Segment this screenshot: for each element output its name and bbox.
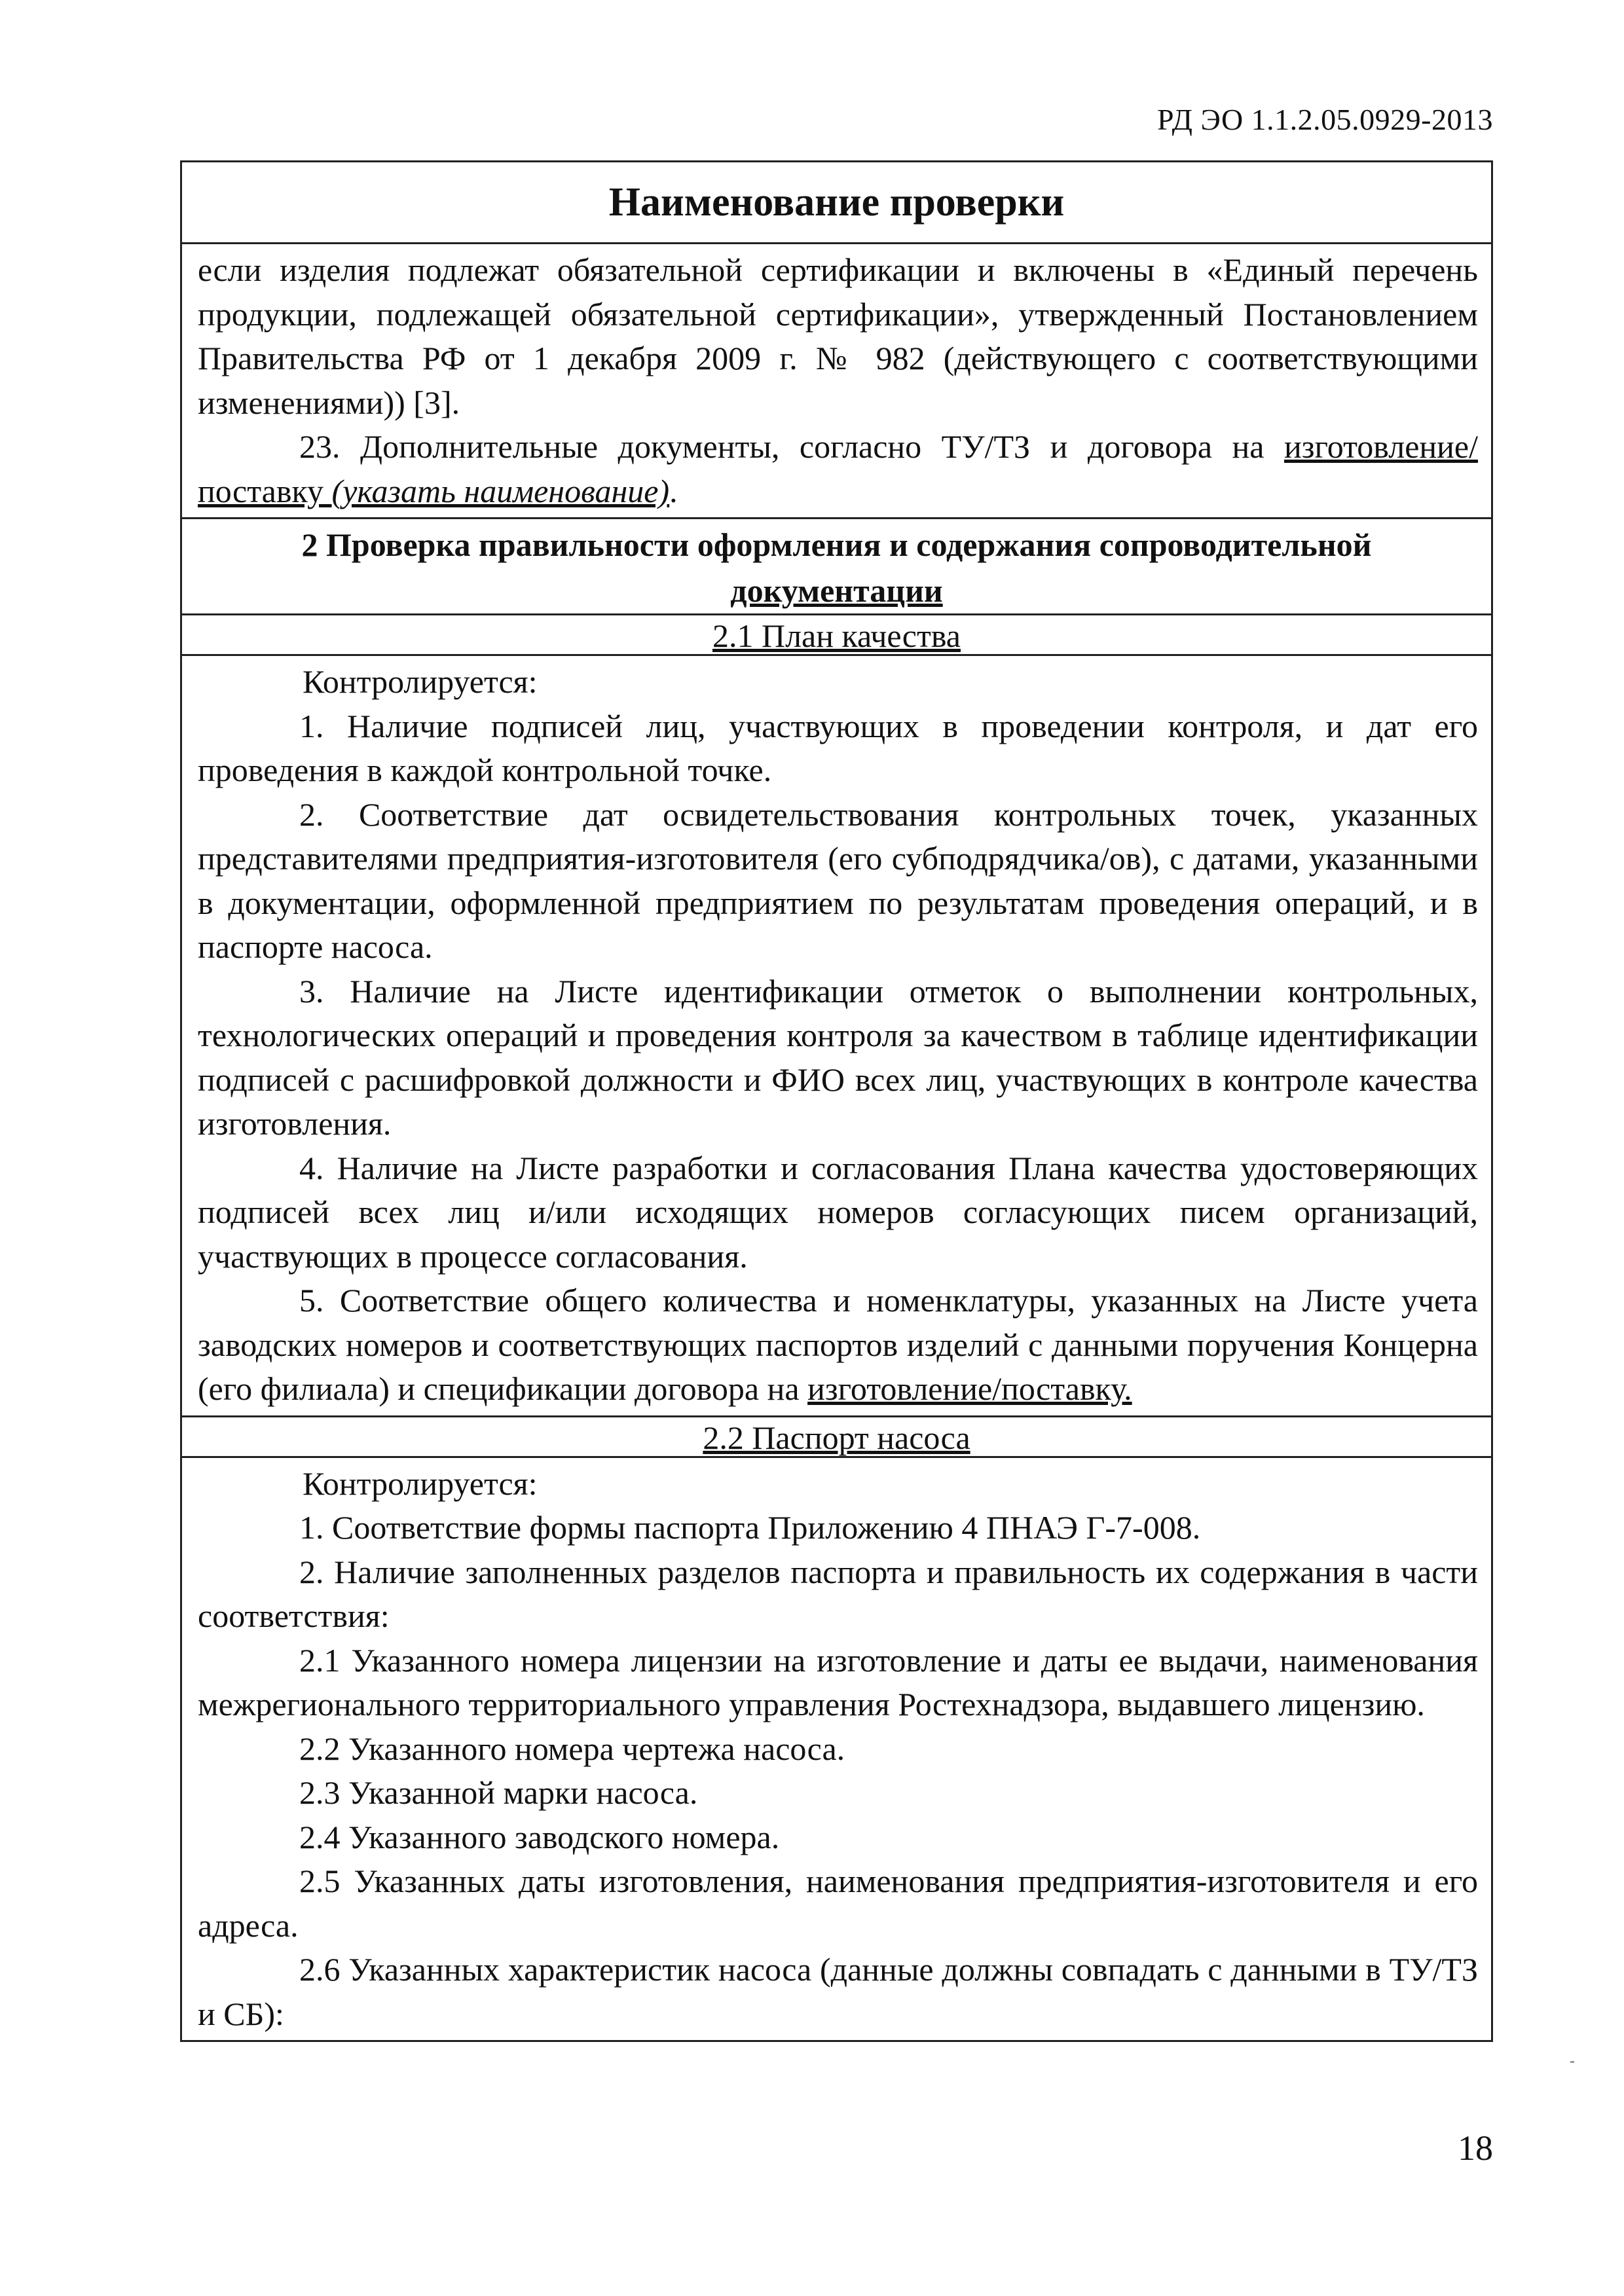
list-item: 1. Соответствие формы паспорта Приложению 4 ПНАЭ Г-7-008. <box>299 1509 1201 1546</box>
list-item: 5. Соответствие общего количества и номенклатуры, указанных на Листе учета заводских номеров и соответствующих паспортов изделий с данными поручения Концерна (его филиала) и спецификации договора на изготовление/поставку. <box>198 1282 1478 1407</box>
subsection-2-2-content <box>182 1458 1491 2041</box>
subsection-2-2-title: 2.2 Паспорт насоса <box>182 1417 1491 1458</box>
subsection-2-1-title: 2.1 План качества <box>182 615 1491 656</box>
intro-paragraph-1: если изделия подлежат обязательной сертификации и включены в «Единый перечень продукции, подлежащей обязательной сертификации», утвержденный Постановлением Правительства РФ от 1 декабря 2009 г. № 982 (действующего с соответствующими изменениями)) [3]. <box>198 251 1478 421</box>
check-table <box>180 160 1493 2042</box>
list-item: 2.5 Указанных даты изготовления, наименования предприятия-изготовителя и его адреса. <box>198 1863 1478 1944</box>
list-item: 2.1 Указанного номера лицензии на изготовление и даты ее выдачи, наименования межрегионального территориального управления Ростехнадзора, выдавшего лицензию. <box>198 1641 1478 1722</box>
list-item: 2.2 Указанного номера чертежа насоса. <box>299 1730 845 1767</box>
table-header: Наименование проверки <box>182 162 1491 244</box>
document-code: РД ЭО 1.1.2.05.0929-2013 <box>1157 103 1493 136</box>
list-item: 1. Наличие подписей лиц, участвующих в проведении контроля, и дат его проведения в каждой контрольной точке. <box>198 707 1478 788</box>
item-5-underlined: изготовление/поставку. <box>807 1370 1132 1407</box>
list-item: 2. Наличие заполненных разделов паспорта и правильность их содержания в части соответствия: <box>198 1553 1478 1634</box>
item-23-italic: (указать наименование) <box>331 472 670 509</box>
scan-speck <box>1570 2061 1574 2063</box>
intro-cell <box>182 244 1491 519</box>
list-item: 4. Наличие на Листе разработки и согласования Плана качества удостоверяющих подписей всех лиц и/или исходящих номеров согласующих писем организаций, участвующих в процессе согласования. <box>198 1149 1478 1275</box>
list-item: 2.3 Указанной марки насоса. <box>299 1774 698 1811</box>
item-23-text: 23. Дополнительные документы, согласно ТУ/ТЗ и договора на <box>299 428 1284 465</box>
controlled-label: Контролируется: <box>303 1465 538 1502</box>
intro-paragraph-23: 23. Дополнительные документы, согласно ТУ/ТЗ и договора на изготовление/поставку (указать наименование). <box>198 428 1478 509</box>
subsection-2-1-content <box>182 656 1491 1417</box>
list-item: 2.4 Указанного заводского номера. <box>299 1818 780 1855</box>
section-2-title-line-2: документации <box>730 572 943 609</box>
list-item: 2. Соответствие дат освидетельствования контрольных точек, указанных представителями предприятия-изготовителя (его субподрядчика/ов), с датами, указанными в документации, оформленной предприятием по результатам проведения операций, и в паспорте насоса. <box>198 795 1478 965</box>
section-2-title <box>182 519 1491 615</box>
page-number: 18 <box>1458 2128 1493 2168</box>
section-2-title-line-1: 2 Проверка правильности оформления и содержания сопроводительной <box>301 526 1372 563</box>
controlled-label: Контролируется: <box>303 663 538 700</box>
item-23-underlined: изготовление/поставку (указать наименование) <box>198 428 1478 509</box>
list-item: 2.6 Указанных характеристик насоса (данные должны совпадать с данными в ТУ/ТЗ и СБ): <box>198 1951 1478 2032</box>
list-item: 3. Наличие на Листе идентификации отметок о выполнении контрольных, технологических операций и проведения контроля за качеством в таблице идентификации подписей с расшифровкой должности и ФИО всех лиц, участвующих в контроле качества изготовления. <box>198 972 1478 1142</box>
